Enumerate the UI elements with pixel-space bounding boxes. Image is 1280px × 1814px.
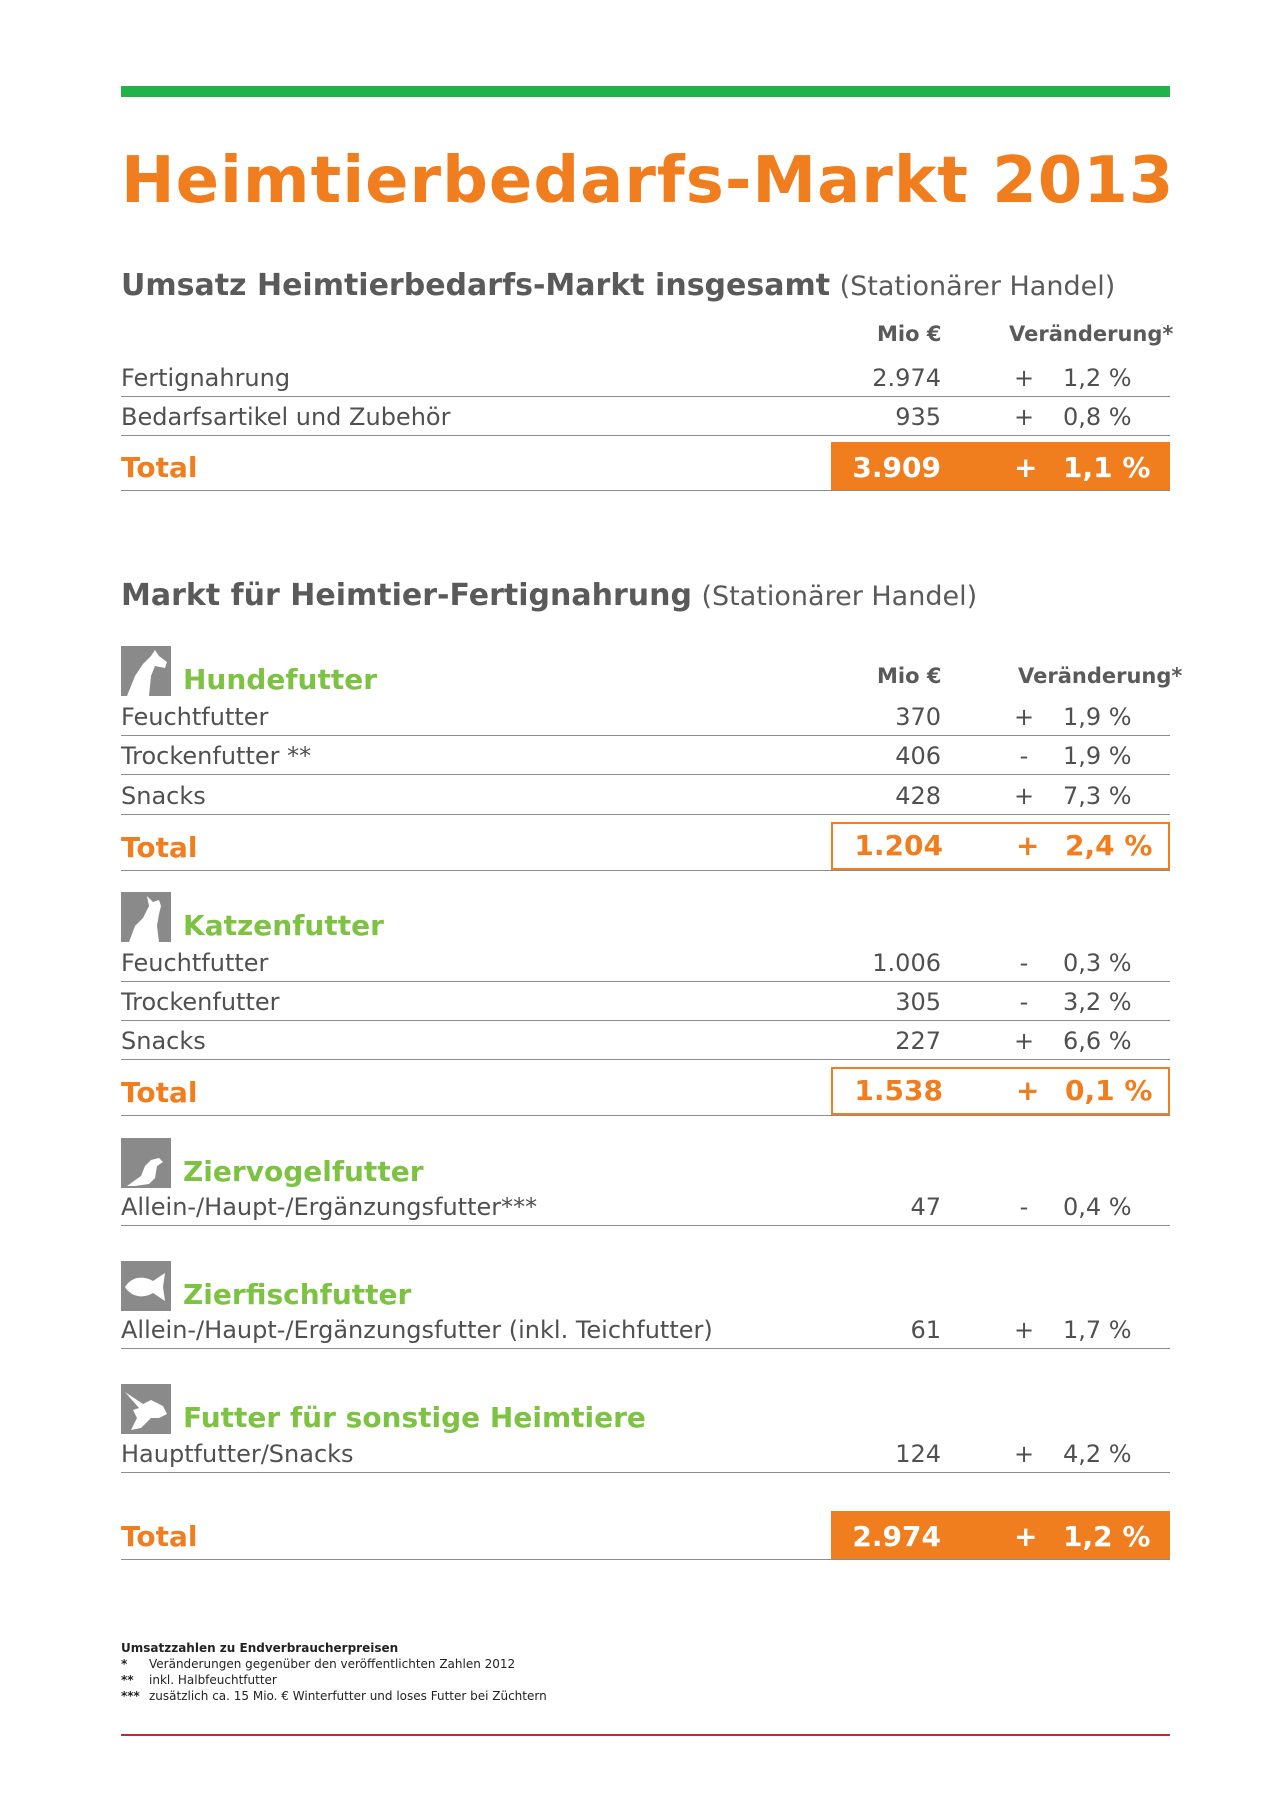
section2-title-bold: Markt für Heimtier-Fertignahrung xyxy=(121,578,692,613)
category-title-fish: Zierfischfutter xyxy=(183,1278,412,1311)
category-header-dogs xyxy=(121,646,821,698)
table-row: Trockenfutter 305 - 3,2 % xyxy=(121,982,1170,1021)
cats-total-box: 1.538 + 0,1 % xyxy=(831,1067,1170,1115)
bird-icon xyxy=(121,1138,171,1188)
category-header-other xyxy=(121,1384,821,1436)
table-row: Feuchtfutter 370 + 1,9 % xyxy=(121,697,1170,736)
category-header-cats xyxy=(121,892,821,944)
section1-col-change: Veränderung* xyxy=(1009,322,1174,346)
section2-total-row: Total 2.974 + 1,2 % xyxy=(121,1511,1170,1560)
table-row: Fertignahrung 2.974 + 1,2 % xyxy=(121,358,1170,397)
table-row: Feuchtfutter 1.006 - 0,3 % xyxy=(121,943,1170,982)
footnote: ** inkl. Halbfeuchtfutter xyxy=(121,1673,277,1687)
category-title-other: Futter für sonstige Heimtiere xyxy=(183,1401,646,1434)
table-row: Hauptfutter/Snacks 124 + 4,2 % xyxy=(121,1434,1170,1473)
category-title-birds: Ziervogelfutter xyxy=(183,1155,424,1188)
section1-total-row: Total 3.909 + 1,1 % xyxy=(121,442,1170,491)
section2-title xyxy=(121,578,977,613)
footnotes xyxy=(121,1640,547,1704)
section2-col-change: Veränderung* xyxy=(1018,664,1183,688)
section1-col-value: Mio € xyxy=(877,322,942,346)
cats-total-row: Total 1.538 + 0,1 % xyxy=(121,1067,1170,1116)
category-header-birds xyxy=(121,1138,821,1190)
category-title-dogs: Hundefutter xyxy=(183,663,378,696)
section1-title xyxy=(121,268,1115,303)
table-row: Trockenfutter ** 406 - 1,9 % xyxy=(121,736,1170,775)
table-row: Bedarfsartikel und Zubehör 935 + 0,8 % xyxy=(121,397,1170,436)
table-row: Snacks 428 + 7,3 % xyxy=(121,776,1170,815)
footnote: *** zusätzlich ca. 15 Mio. € Winterfutter und loses Futter bei Züchtern xyxy=(121,1689,547,1703)
section2-title-sub: (Stationärer Handel) xyxy=(701,581,978,612)
section1-title-sub: (Stationärer Handel) xyxy=(839,271,1116,302)
section2-col-value: Mio € xyxy=(877,664,942,688)
top-green-bar xyxy=(121,86,1170,97)
dog-icon xyxy=(121,646,171,696)
page-title: Heimtierbedarfs-Markt 2013 xyxy=(121,144,1175,218)
cat-icon xyxy=(121,892,171,942)
table-row: Allein-/Haupt-/Ergänzungsfutter*** 47 - 0,4 % xyxy=(121,1187,1170,1226)
footnotes-title: Umsatzzahlen zu Endverbraucherpreisen xyxy=(121,1641,399,1655)
section1-title-bold: Umsatz Heimtierbedarfs-Markt insgesamt xyxy=(121,268,831,303)
table-row: Allein-/Haupt-/Ergänzungsfutter (inkl. Teichfutter) 61 + 1,7 % xyxy=(121,1310,1170,1349)
footnote: * Veränderungen gegenüber den veröffentlichten Zahlen 2012 xyxy=(121,1657,516,1671)
fish-icon xyxy=(121,1261,171,1311)
dogs-total-row: Total 1.204 + 2,4 % xyxy=(121,822,1170,871)
category-title-cats: Katzenfutter xyxy=(183,909,384,942)
section2-total-box: 2.974 + 1,2 % xyxy=(831,1511,1170,1559)
category-header-fish xyxy=(121,1261,821,1313)
bottom-rule xyxy=(121,1734,1170,1736)
dogs-total-box: 1.204 + 2,4 % xyxy=(831,822,1170,870)
rabbit-icon xyxy=(121,1384,171,1434)
table-row: Snacks 227 + 6,6 % xyxy=(121,1021,1170,1060)
section1-total-box: 3.909 + 1,1 % xyxy=(831,442,1170,490)
